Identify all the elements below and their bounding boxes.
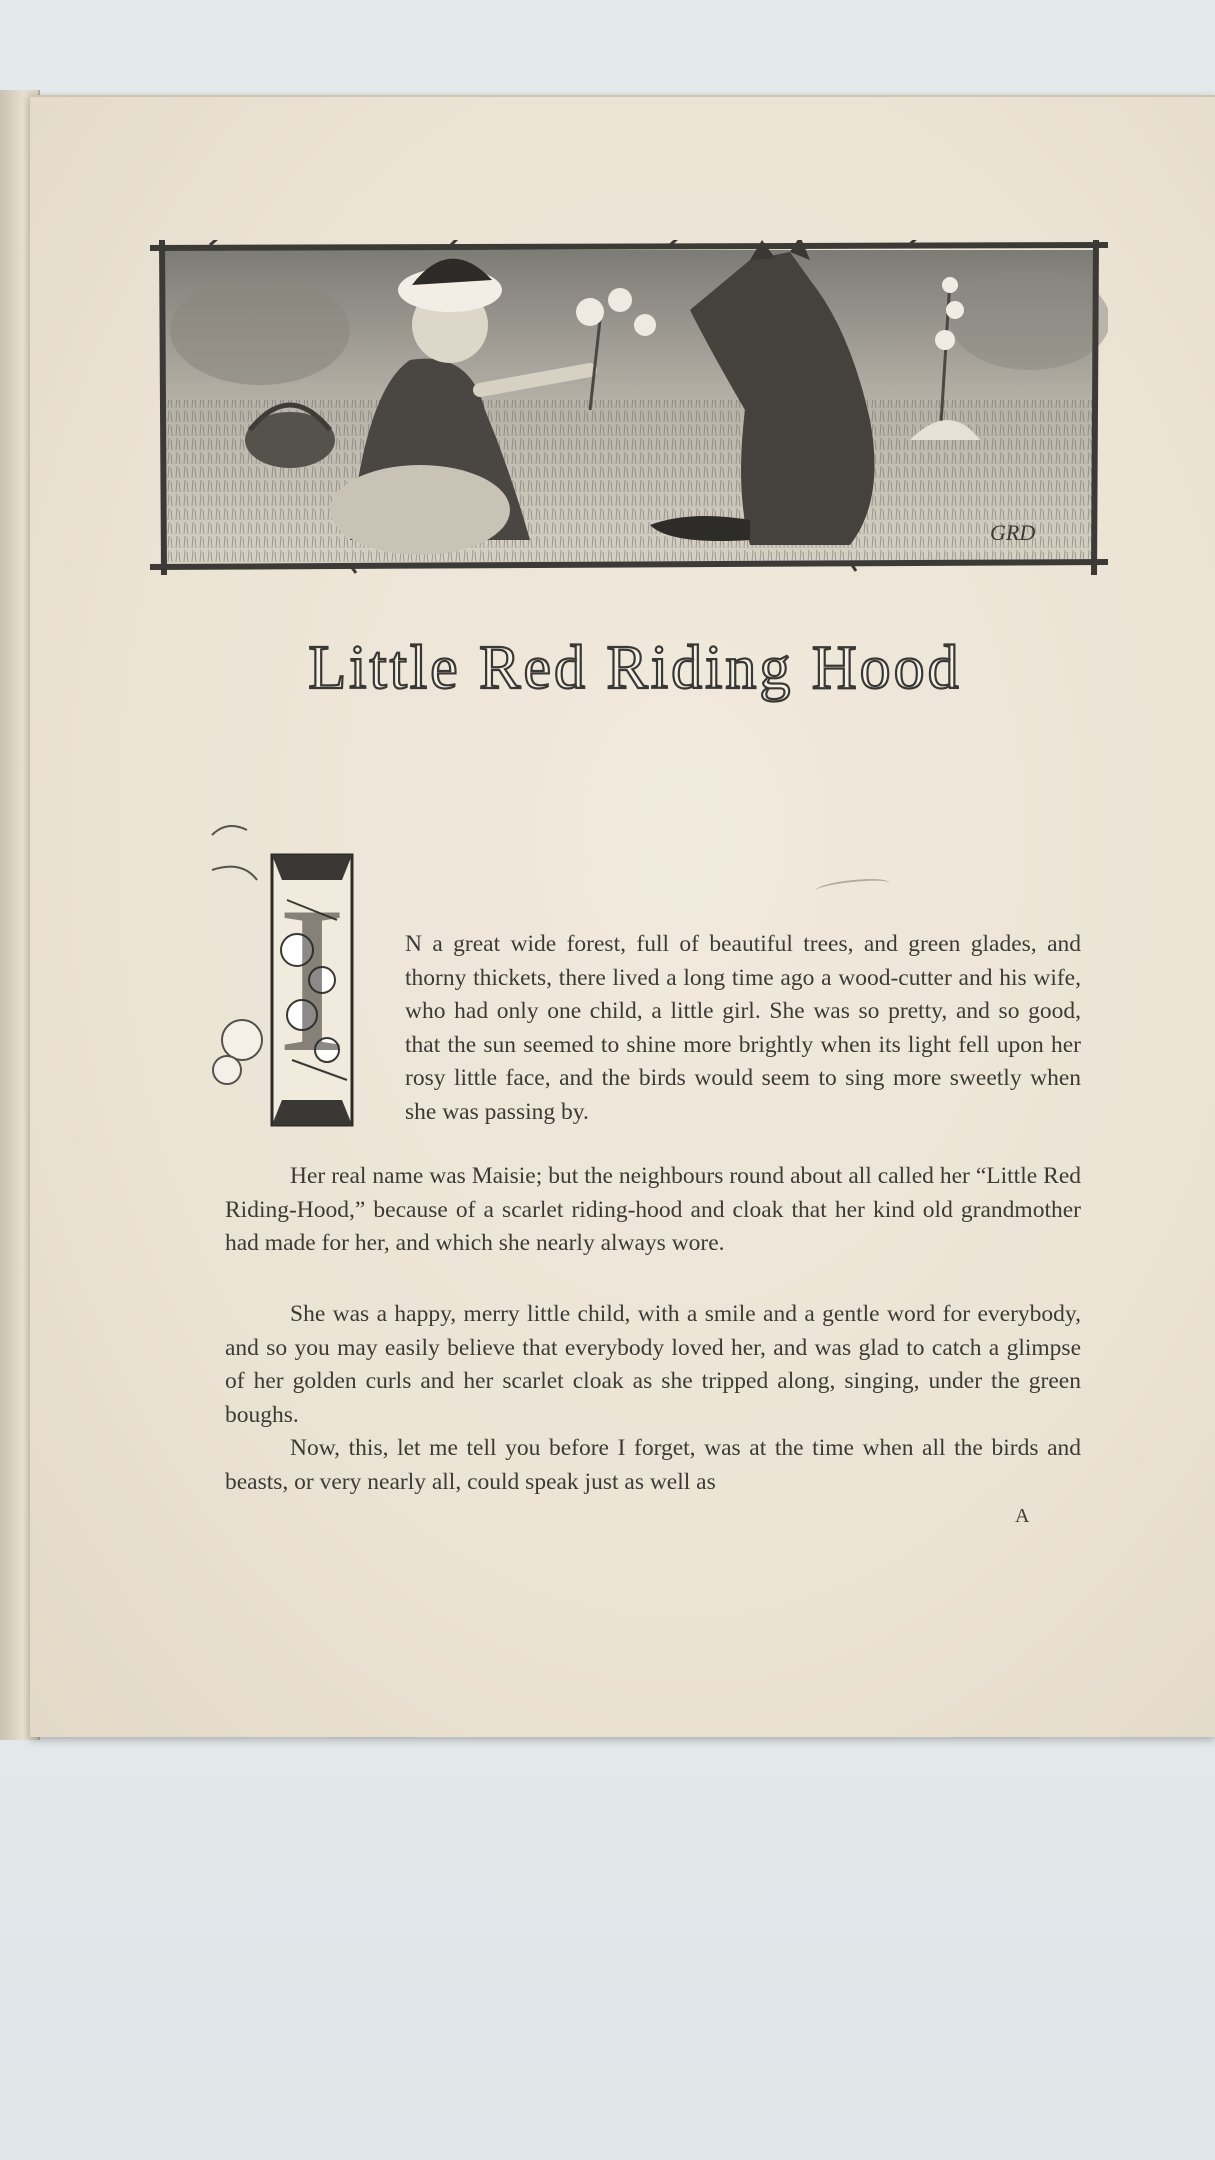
paragraph-1: N a great wide forest, full of beautiful trees, and green glades, and thorny thickets, there lived a long time ago a wood-cutter and his wife, who had only one child, a little girl. She was so pretty, and so good, that the sun seemed to shine more brightly when its light fell upon her rosy little face, and the birds would seem to sing more sweetly when she was passing by. (405, 931, 1081, 1125)
story-title (225, 620, 1045, 710)
story-title-text: Little Red Riding Hood (308, 634, 962, 702)
paragraph-3: She was a happy, merry little child, with a smile and a gentle word for everybody, and so you may easily believe that everybody loved her, and was glad to catch a glimpse of her golden curls and her scarlet cloak as she tripped along, singing, under the green boughs. (225, 1301, 1081, 1428)
signature-mark: A (1015, 1505, 1030, 1527)
decorated-initial (197, 800, 387, 1170)
svg-text:GRD: GRD (990, 520, 1036, 545)
paragraph-4: Now, this, let me tell you before I forget, was at the time when all the birds and beasts, or very nearly all, could speak just as well as (225, 1435, 1081, 1495)
drop-cap-letter: I (277, 864, 347, 1096)
header-illustration (150, 240, 1108, 575)
paragraph-2: Her real name was Maisie; but the neighbours round about all called her “Little Red Riding-Hood,” because of a scarlet riding-hood and cloak that her kind old grandmother had made for her, and which she nearly always wore. (225, 1163, 1081, 1256)
